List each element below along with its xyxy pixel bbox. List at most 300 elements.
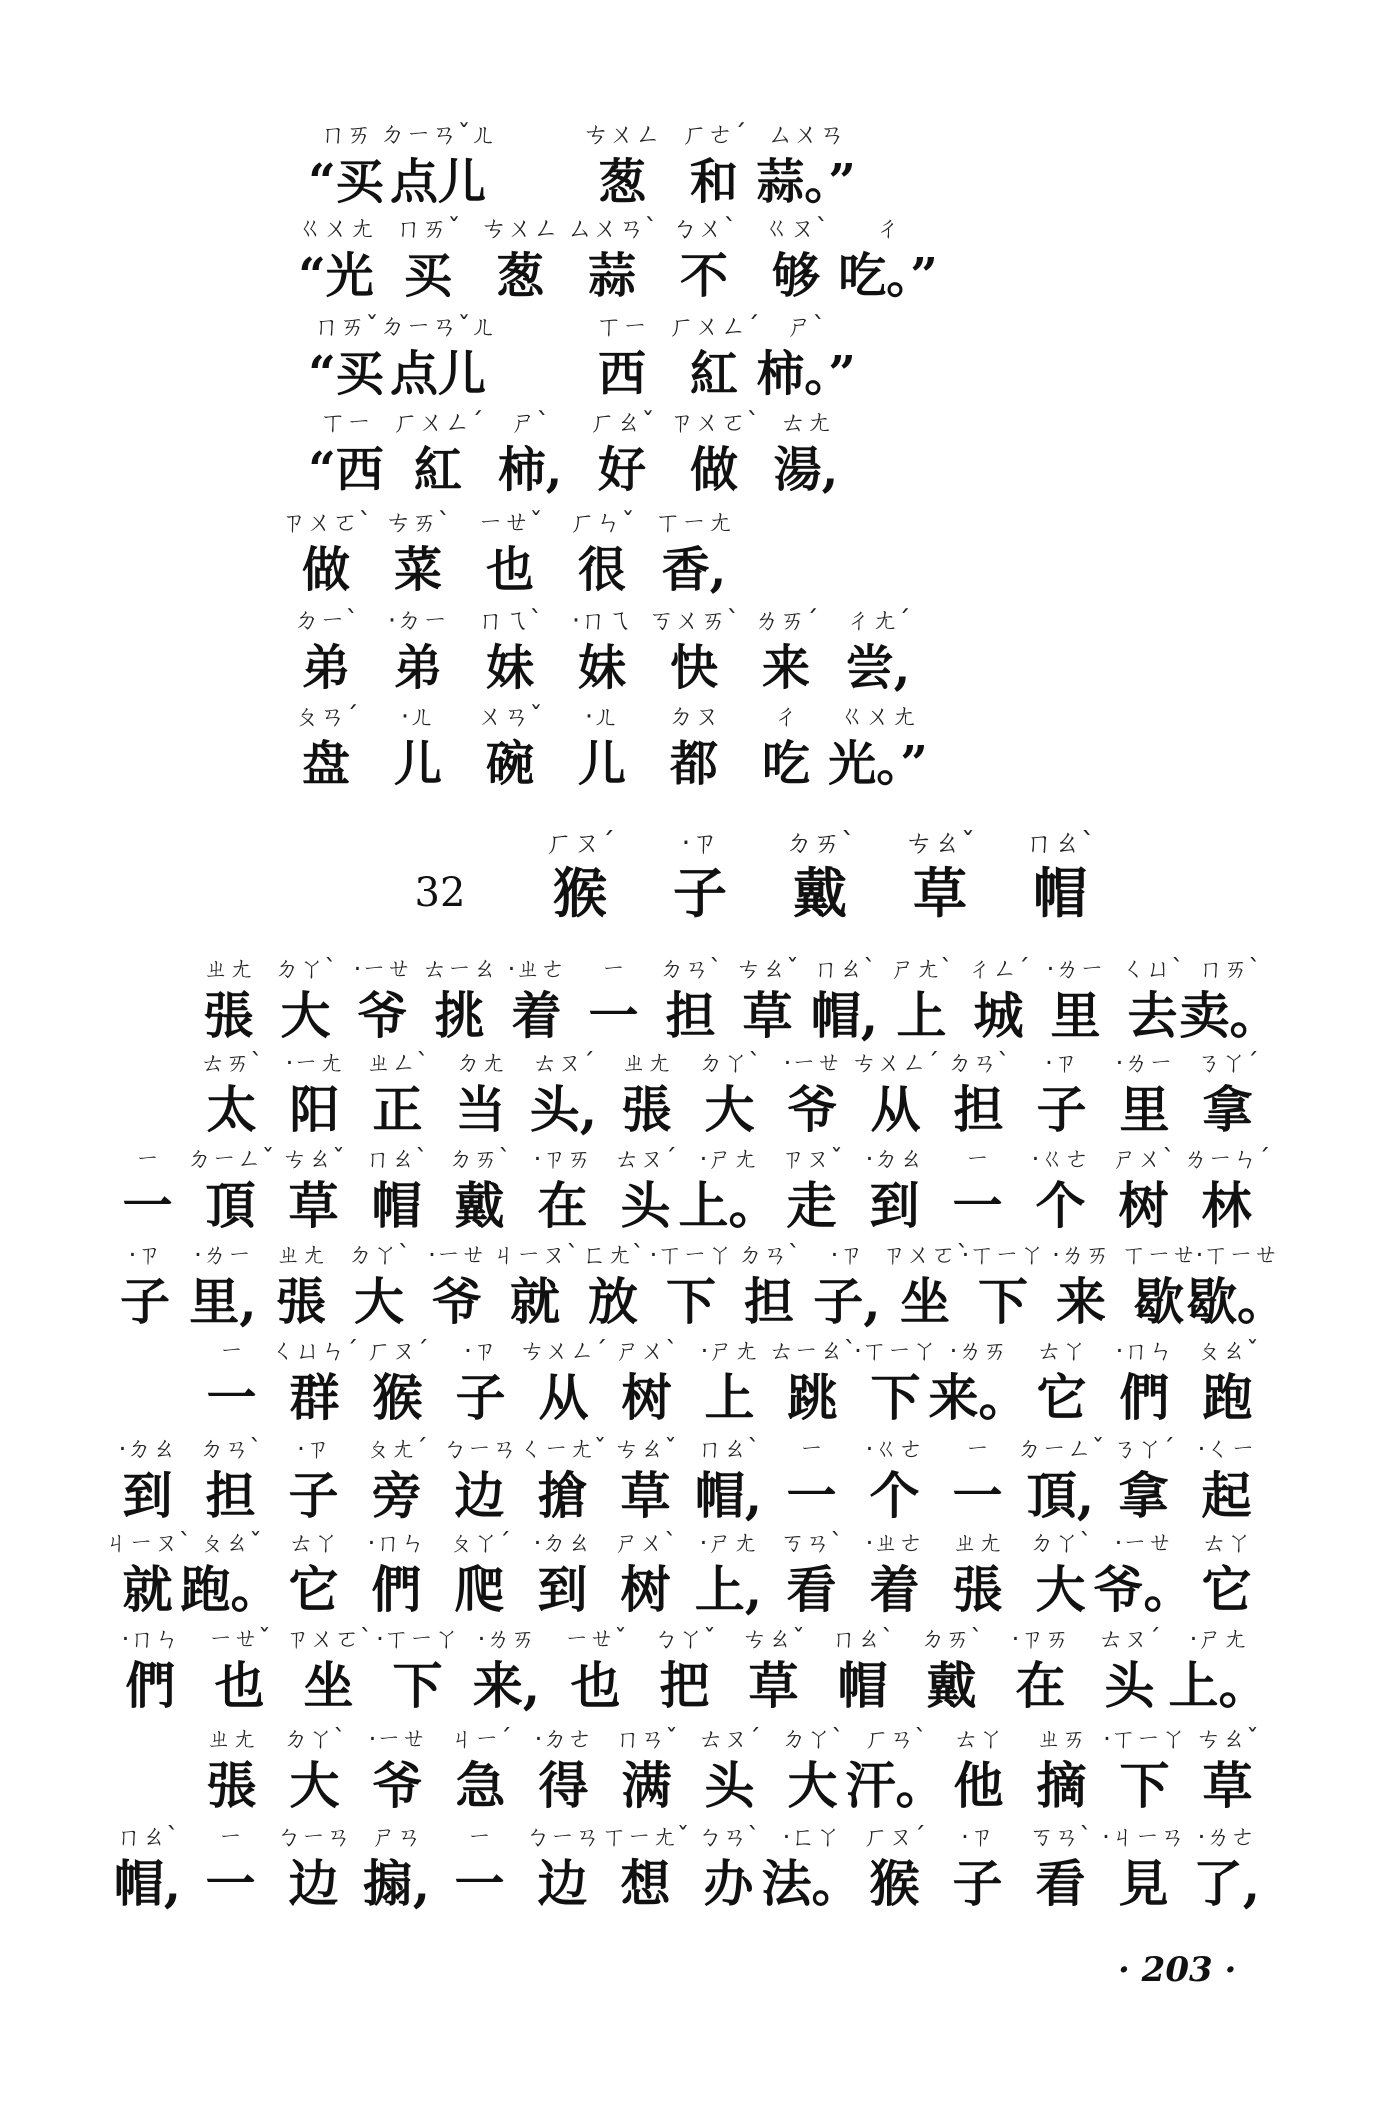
character-unit bbox=[771, 1046, 854, 1140]
character-unit bbox=[300, 310, 392, 404]
zhuyin-annotation: ㄌㄞˊ bbox=[753, 606, 819, 636]
prose-line bbox=[103, 1526, 1268, 1620]
hanzi-character: 不 bbox=[679, 248, 728, 304]
zhuyin-annotation: ㄊㄡˊ bbox=[614, 1144, 677, 1173]
hanzi-character: 頂, bbox=[1026, 1466, 1095, 1525]
hanzi-character: 看 bbox=[1035, 1854, 1086, 1913]
lesson-number: 32 bbox=[414, 870, 466, 916]
zhuyin-annotation: ㄙㄨㄢ bbox=[766, 120, 845, 150]
zhuyin-annotation: ㄊㄚ bbox=[288, 1528, 339, 1557]
hanzi-character: 帽 bbox=[371, 1176, 422, 1235]
hanzi-character: 吃 bbox=[761, 736, 810, 792]
character-unit bbox=[355, 1142, 438, 1236]
hanzi-character: 快 bbox=[669, 640, 718, 696]
hanzi-character: 子 bbox=[1036, 1080, 1087, 1139]
hanzi-character: 爷 bbox=[372, 1756, 423, 1815]
prose-line bbox=[106, 1142, 1271, 1236]
zhuyin-annotation: ㄗㄨㄛˋ bbox=[280, 508, 372, 538]
character-unit bbox=[1016, 1432, 1105, 1526]
hanzi-character: 一 bbox=[122, 1176, 173, 1235]
hanzi-character: 都 bbox=[669, 736, 718, 792]
zhuyin-annotation: ㄉㄞˋ bbox=[920, 1624, 983, 1653]
zhuyin-annotation: ㄉㄡ bbox=[667, 702, 720, 732]
character-unit bbox=[576, 118, 668, 212]
character-unit bbox=[907, 1622, 996, 1716]
zhuyin-annotation: ㄉㄚˋ bbox=[1029, 1528, 1092, 1557]
zhuyin-annotation: ㄉㄧㄥˇ bbox=[186, 1144, 275, 1173]
zhuyin-annotation: ㄧ bbox=[798, 1434, 824, 1463]
zhuyin-annotation: ·ㄐㄧㄢ bbox=[1102, 1822, 1185, 1851]
zhuyin-annotation: ㄊㄞˋ bbox=[200, 1048, 263, 1077]
zhuyin-annotation: ㄘㄠˇ bbox=[282, 1144, 345, 1173]
zhuyin-annotation: ㄧ bbox=[964, 1434, 990, 1463]
zhuyin-annotation: ·ㄌㄧ bbox=[1115, 1048, 1174, 1077]
hanzi-character: 大 bbox=[289, 1756, 340, 1815]
character-unit bbox=[521, 1142, 604, 1236]
character-unit bbox=[770, 1432, 853, 1526]
character-unit bbox=[190, 952, 267, 1046]
zhuyin-annotation: ㄉㄞˋ bbox=[784, 826, 855, 859]
hanzi-character: 們 bbox=[1119, 1368, 1170, 1427]
zhuyin-annotation: ·ㄉㄠ bbox=[533, 1528, 592, 1557]
zhuyin-annotation: ㄏㄡˊ bbox=[544, 826, 615, 859]
character-unit bbox=[806, 952, 883, 1046]
character-unit bbox=[1102, 1820, 1185, 1914]
character-unit bbox=[729, 1622, 818, 1716]
hanzi-character: 子 bbox=[673, 861, 727, 925]
character-unit bbox=[605, 1046, 688, 1140]
character-unit bbox=[372, 700, 464, 794]
zhuyin-annotation: ㄕㄨˋ bbox=[614, 1528, 677, 1557]
zhuyin-annotation: ㄏㄢˋ bbox=[864, 1724, 927, 1753]
prose-line bbox=[190, 1046, 1269, 1140]
zhuyin-annotation: ㄇㄞ bbox=[319, 120, 372, 150]
hanzi-character: 来 bbox=[1056, 1272, 1106, 1331]
zhuyin-annotation: ㄇㄢˇ bbox=[615, 1724, 678, 1753]
character-unit bbox=[688, 1334, 771, 1428]
character-unit bbox=[808, 1238, 886, 1332]
zhuyin-annotation: ·ㄓㄜ bbox=[507, 954, 566, 983]
hanzi-character: 張 bbox=[203, 986, 254, 1045]
character-unit bbox=[106, 1820, 189, 1914]
hanzi-character: 大 bbox=[280, 986, 331, 1045]
character-unit bbox=[760, 406, 852, 500]
character-unit bbox=[189, 1432, 272, 1526]
character-unit bbox=[484, 310, 576, 404]
character-unit bbox=[272, 1820, 355, 1914]
hanzi-character: 走 bbox=[786, 1176, 837, 1235]
hanzi-character: 上。 bbox=[678, 1176, 779, 1235]
character-unit bbox=[648, 700, 740, 794]
poem-line bbox=[290, 212, 938, 306]
hanzi-character: 卖。 bbox=[1179, 986, 1280, 1045]
character-unit bbox=[818, 1622, 907, 1716]
zhuyin-annotation: ㄓㄤ bbox=[206, 1724, 257, 1753]
character-unit bbox=[190, 1046, 273, 1140]
character-unit bbox=[190, 1722, 273, 1816]
zhuyin-annotation: ㄧㄝˇ bbox=[564, 1624, 627, 1653]
zhuyin-annotation: ㄉㄢˋ bbox=[199, 1434, 262, 1463]
hanzi-character: 做 bbox=[301, 542, 350, 598]
hanzi-character: 菜 bbox=[393, 542, 442, 598]
hanzi-character: 蒜 bbox=[587, 248, 636, 304]
poem-line bbox=[300, 406, 852, 500]
zhuyin-annotation: ·ㄇㄣ bbox=[367, 1528, 426, 1557]
hanzi-character: 在 bbox=[537, 1176, 588, 1235]
zhuyin-annotation: ㄘㄠˇ bbox=[1196, 1724, 1259, 1753]
hanzi-character: 很 bbox=[577, 542, 626, 598]
zhuyin-annotation: ㄏㄨㄥˊ bbox=[668, 312, 760, 342]
zhuyin-annotation: ㄙㄨㄢˋ bbox=[566, 214, 658, 244]
hanzi-character: 头 bbox=[1104, 1656, 1155, 1715]
hanzi-character: 湯, bbox=[773, 442, 839, 498]
zhuyin-annotation: ㄒㄧㄝ bbox=[1121, 1240, 1197, 1269]
character-unit bbox=[272, 1526, 355, 1620]
hanzi-character: 下 bbox=[666, 1272, 716, 1331]
character-unit bbox=[356, 1334, 439, 1428]
prose-line bbox=[190, 952, 1280, 1046]
character-unit bbox=[756, 310, 856, 404]
prose-line bbox=[106, 1622, 1269, 1716]
zhuyin-annotation: ·ㄗ bbox=[464, 1336, 497, 1365]
character-unit bbox=[272, 1142, 355, 1236]
character-unit bbox=[961, 1238, 1045, 1332]
character-unit bbox=[464, 506, 556, 600]
character-unit bbox=[556, 604, 648, 698]
zhuyin-annotation: ·ㄧㄝ bbox=[353, 954, 412, 983]
zhuyin-annotation: ㄇㄠˋ bbox=[365, 1144, 428, 1173]
character-unit bbox=[652, 952, 729, 1046]
zhuyin-annotation: ㄆㄚˊ bbox=[448, 1528, 511, 1557]
hanzi-character: 上。 bbox=[1168, 1656, 1269, 1715]
character-unit bbox=[273, 1722, 356, 1816]
hanzi-character: 弟 bbox=[393, 640, 442, 696]
zhuyin-annotation: ㄏㄣˇ bbox=[569, 508, 635, 538]
hanzi-character: 来 bbox=[761, 640, 810, 696]
zhuyin-annotation: ·ㄍㄜ bbox=[865, 1434, 924, 1463]
character-unit bbox=[1185, 1526, 1268, 1620]
character-unit bbox=[576, 310, 668, 404]
character-unit bbox=[439, 1334, 522, 1428]
zhuyin-annotation: ㄘㄨㄥˊ bbox=[851, 1048, 940, 1077]
zhuyin-annotation: ㄔㄤˊ bbox=[845, 606, 911, 636]
zhuyin-annotation: ㄇㄠˋ bbox=[813, 954, 876, 983]
zhuyin-annotation: ·ㄌㄧ bbox=[1046, 954, 1105, 983]
character-unit bbox=[372, 506, 464, 600]
zhuyin-annotation: ㄗㄡˇ bbox=[780, 1144, 843, 1173]
character-unit bbox=[936, 1820, 1019, 1914]
character-unit bbox=[372, 604, 464, 698]
hanzi-character: 看 bbox=[786, 1560, 837, 1619]
zhuyin-annotation: ㄧ bbox=[466, 1822, 492, 1851]
hanzi-character: 戴 bbox=[793, 861, 847, 925]
hanzi-character: 碗 bbox=[485, 736, 534, 792]
hanzi-character: 一 bbox=[952, 1176, 1003, 1235]
hanzi-character: 大 bbox=[704, 1080, 755, 1139]
zhuyin-annotation: ㄓㄤ bbox=[275, 1240, 326, 1269]
zhuyin-annotation: ㄉㄚˋ bbox=[698, 1048, 761, 1077]
zhuyin-annotation: ㄘㄨㄥ bbox=[582, 120, 661, 150]
character-unit bbox=[344, 952, 421, 1046]
character-unit bbox=[936, 1432, 1019, 1526]
hanzi-character: 到 bbox=[537, 1560, 588, 1619]
zhuyin-annotation: ㄏㄡˊ bbox=[863, 1822, 926, 1851]
character-unit bbox=[106, 1142, 189, 1236]
character-unit bbox=[649, 1238, 733, 1332]
zhuyin-annotation: ㄊㄡˊ bbox=[698, 1724, 761, 1753]
character-unit bbox=[1182, 1142, 1271, 1236]
hanzi-character: 里, bbox=[189, 1272, 257, 1331]
character-unit bbox=[300, 406, 392, 500]
character-unit bbox=[484, 406, 576, 500]
character-unit bbox=[106, 1238, 184, 1332]
zhuyin-annotation: ㄉㄚˋ bbox=[274, 954, 337, 983]
character-unit bbox=[854, 1334, 937, 1428]
character-unit bbox=[937, 1722, 1020, 1816]
character-unit bbox=[937, 1046, 1020, 1140]
zhuyin-annotation: ㄇㄞˇ bbox=[395, 214, 461, 244]
character-unit bbox=[392, 406, 484, 500]
zhuyin-annotation: ·ㄌㄞ bbox=[1052, 1240, 1110, 1269]
title-line bbox=[520, 826, 1120, 926]
hanzi-character: 上, bbox=[694, 1560, 763, 1619]
hanzi-character: 草 bbox=[620, 1466, 671, 1525]
zhuyin-annotation: ·ㄓㄜ bbox=[865, 1528, 924, 1557]
hanzi-character: 到 bbox=[869, 1176, 920, 1235]
character-unit bbox=[883, 952, 960, 1046]
character-unit bbox=[184, 1238, 262, 1332]
zhuyin-annotation: ㄉㄚˋ bbox=[347, 1240, 411, 1269]
hanzi-character: 爷 bbox=[787, 1080, 838, 1139]
character-unit bbox=[575, 952, 652, 1046]
zhuyin-annotation: ㄑㄩㄣˊ bbox=[270, 1336, 359, 1365]
zhuyin-annotation: ㄆㄠˇ bbox=[199, 1528, 262, 1557]
hanzi-character: 好 bbox=[597, 442, 646, 498]
zhuyin-annotation: ㄆㄤˊ bbox=[365, 1434, 428, 1463]
hanzi-character: 它 bbox=[1036, 1368, 1087, 1427]
character-unit bbox=[1085, 1622, 1174, 1716]
zhuyin-annotation: ㄘㄠˇ bbox=[614, 1434, 677, 1463]
zhuyin-annotation: ㄅㄧㄢ bbox=[441, 1434, 517, 1463]
hanzi-character: 里 bbox=[1119, 1080, 1170, 1139]
zhuyin-annotation: ㄧ bbox=[134, 1144, 160, 1173]
character-unit bbox=[1103, 1722, 1186, 1816]
character-unit bbox=[1186, 1722, 1269, 1816]
poem-line bbox=[300, 118, 856, 212]
hanzi-character: 和 bbox=[689, 154, 738, 210]
hanzi-character: 紅 bbox=[689, 346, 738, 402]
hanzi-character: 子 bbox=[455, 1368, 506, 1427]
zhuyin-annotation: ㄓㄞ bbox=[1036, 1724, 1087, 1753]
zhuyin-annotation: ㄏㄜˊ bbox=[681, 120, 747, 150]
character-unit bbox=[853, 1142, 936, 1236]
character-unit bbox=[498, 952, 575, 1046]
zhuyin-annotation: ㄓㄤ bbox=[952, 1528, 1003, 1557]
hanzi-character: 張 bbox=[206, 1756, 257, 1815]
character-unit bbox=[604, 1432, 687, 1526]
zhuyin-annotation: ㄅㄚˇ bbox=[653, 1624, 716, 1653]
hanzi-character: 爷 bbox=[432, 1272, 482, 1331]
zhuyin-annotation: ㄓㄤ bbox=[203, 954, 254, 983]
prose-line bbox=[190, 1334, 1269, 1428]
hanzi-character: 跳 bbox=[787, 1368, 838, 1427]
character-unit bbox=[640, 1622, 729, 1716]
hanzi-character: 在 bbox=[1015, 1656, 1066, 1715]
character-unit bbox=[604, 1142, 687, 1236]
hanzi-character: 它 bbox=[288, 1560, 339, 1619]
hanzi-character: 歇。 bbox=[1187, 1272, 1287, 1331]
hanzi-character: 爷。 bbox=[1093, 1560, 1194, 1619]
hanzi-character: 就 bbox=[122, 1560, 173, 1619]
character-unit bbox=[1168, 1622, 1269, 1716]
hanzi-character: 着 bbox=[511, 986, 562, 1045]
hanzi-character: 張 bbox=[952, 1560, 1003, 1619]
character-unit bbox=[190, 1334, 273, 1428]
hanzi-character: 帽, bbox=[113, 1854, 182, 1913]
hanzi-character: 它 bbox=[1201, 1560, 1252, 1619]
zhuyin-annotation: ㄉㄢˋ bbox=[947, 1048, 1010, 1077]
character-unit bbox=[880, 826, 1000, 926]
zhuyin-annotation: ㄘㄠˇ bbox=[742, 1624, 805, 1653]
character-unit bbox=[768, 1334, 857, 1428]
character-unit bbox=[418, 1238, 496, 1332]
page-number: · 203 · bbox=[1118, 1950, 1237, 1990]
hanzi-character: 柿, bbox=[497, 442, 563, 498]
hanzi-character: 树 bbox=[620, 1560, 671, 1619]
hanzi-character: 草 bbox=[742, 986, 793, 1045]
zhuyin-annotation: ㄎㄢˋ bbox=[1029, 1822, 1092, 1851]
hanzi-character: 头 bbox=[620, 1176, 671, 1235]
hanzi-character: 个 bbox=[869, 1466, 920, 1525]
hanzi-character: 到 bbox=[122, 1466, 173, 1525]
zhuyin-annotation: ㄉㄞˋ bbox=[448, 1144, 511, 1173]
character-unit bbox=[474, 212, 566, 306]
character-unit bbox=[770, 1142, 853, 1236]
zhuyin-annotation: ㄐㄧㄡˋ bbox=[491, 1240, 579, 1269]
zhuyin-annotation: ·ㄕㄤ bbox=[699, 1144, 758, 1173]
hanzi-character: 挑 bbox=[434, 986, 485, 1045]
hanzi-character: 下 bbox=[1119, 1756, 1170, 1815]
hanzi-character: 們 bbox=[125, 1656, 176, 1715]
zhuyin-annotation: ㄎㄨㄞˋ bbox=[648, 606, 740, 636]
zhuyin-annotation: ㄆㄢˊ bbox=[293, 702, 359, 732]
character-unit bbox=[1093, 1526, 1194, 1620]
character-unit bbox=[1185, 1432, 1268, 1526]
zhuyin-annotation: ·ㄒㄧㄚ bbox=[854, 1336, 937, 1365]
zhuyin-annotation: ㄗㄨㄛˋ bbox=[284, 1624, 373, 1653]
hanzi-character: “买 bbox=[308, 346, 384, 402]
zhuyin-annotation: ㄍㄨㄤ bbox=[838, 702, 917, 732]
hanzi-character: 弟 bbox=[301, 640, 350, 696]
hanzi-character: 旁 bbox=[371, 1466, 422, 1525]
hanzi-character: 草 bbox=[1202, 1756, 1253, 1815]
character-unit bbox=[262, 1238, 340, 1332]
character-unit bbox=[604, 1526, 687, 1620]
character-unit bbox=[740, 700, 832, 794]
character-unit bbox=[828, 700, 928, 794]
zhuyin-annotation: ·ㄒㄧㄝ bbox=[1195, 1240, 1279, 1269]
zhuyin-annotation: ㄊㄧㄠ bbox=[421, 954, 497, 983]
zhuyin-annotation: ㄏㄨㄥˊ bbox=[392, 408, 484, 438]
character-unit bbox=[106, 1622, 195, 1716]
hanzi-character: 群 bbox=[289, 1368, 340, 1427]
character-unit bbox=[668, 310, 760, 404]
character-unit bbox=[340, 1238, 418, 1332]
character-unit bbox=[1019, 1142, 1102, 1236]
character-unit bbox=[1187, 1238, 1287, 1332]
character-unit bbox=[960, 952, 1037, 1046]
hanzi-character: 担 bbox=[665, 986, 716, 1045]
hanzi-character: 戴 bbox=[454, 1176, 505, 1235]
character-unit bbox=[522, 1046, 605, 1140]
hanzi-character: “西 bbox=[308, 442, 384, 498]
zhuyin-annotation: ·ㄍㄜ bbox=[1031, 1144, 1090, 1173]
zhuyin-annotation: ㄉㄤ bbox=[455, 1048, 506, 1077]
character-unit bbox=[520, 826, 640, 926]
hanzi-character: 汗。 bbox=[845, 1756, 946, 1815]
poem-line bbox=[280, 700, 928, 794]
hanzi-character: 猴 bbox=[869, 1854, 920, 1913]
zhuyin-annotation: ㄍㄡˋ bbox=[763, 214, 829, 244]
zhuyin-annotation: ㄆㄠˇ bbox=[1196, 1336, 1259, 1365]
lesson-number-line bbox=[400, 826, 480, 926]
zhuyin-annotation: ㄐㄧㄡˋ bbox=[103, 1528, 192, 1557]
hanzi-character: 摘 bbox=[1036, 1756, 1087, 1815]
zhuyin-annotation: ㄐㄧˊ bbox=[449, 1724, 512, 1753]
character-unit bbox=[688, 1722, 771, 1816]
zhuyin-annotation: ·ㄕㄤ bbox=[700, 1336, 759, 1365]
zhuyin-annotation: ㄒㄧ bbox=[595, 312, 648, 342]
hanzi-character: 满 bbox=[621, 1756, 672, 1815]
character-unit bbox=[355, 1526, 438, 1620]
hanzi-character: 了, bbox=[1192, 1854, 1261, 1913]
hanzi-character: 一 bbox=[786, 1466, 837, 1525]
character-unit bbox=[1020, 1046, 1103, 1140]
character-unit bbox=[576, 406, 668, 500]
hanzi-character: 張 bbox=[621, 1080, 672, 1139]
character-unit bbox=[936, 1526, 1019, 1620]
hanzi-character: 拿 bbox=[1118, 1466, 1169, 1525]
zhuyin-annotation: ·ㄗ bbox=[1045, 1048, 1078, 1077]
poem-line bbox=[300, 310, 856, 404]
hanzi-character: 担 bbox=[205, 1466, 256, 1525]
character-unit bbox=[280, 700, 372, 794]
character-unit bbox=[740, 604, 832, 698]
character-unit bbox=[379, 310, 497, 404]
character-unit bbox=[491, 1238, 579, 1332]
character-unit bbox=[996, 1622, 1085, 1716]
zhuyin-annotation: ㄕㄨˋ bbox=[1112, 1144, 1175, 1173]
hanzi-character: 一 bbox=[206, 1368, 257, 1427]
zhuyin-annotation: ·ㄇㄟ bbox=[571, 606, 633, 636]
hanzi-character: 下 bbox=[870, 1368, 921, 1427]
zhuyin-annotation: ㄈㄤˋ bbox=[581, 1240, 645, 1269]
zhuyin-annotation: ㄊㄚ bbox=[953, 1724, 1004, 1753]
hanzi-character: 草 bbox=[913, 861, 967, 925]
character-unit bbox=[1000, 826, 1120, 926]
zhuyin-annotation: ·ㄕㄤ bbox=[1189, 1624, 1248, 1653]
hanzi-character: 急 bbox=[455, 1756, 506, 1815]
character-unit bbox=[300, 118, 392, 212]
hanzi-character: 从 bbox=[538, 1368, 589, 1427]
hanzi-character: 柿。” bbox=[756, 346, 856, 402]
zhuyin-annotation: ㄕㄤˋ bbox=[890, 954, 953, 983]
character-unit bbox=[881, 1238, 969, 1332]
hanzi-character: 坐 bbox=[900, 1272, 950, 1331]
character-unit bbox=[1037, 952, 1114, 1046]
hanzi-character: 下 bbox=[392, 1656, 443, 1715]
character-unit bbox=[1042, 1238, 1120, 1332]
